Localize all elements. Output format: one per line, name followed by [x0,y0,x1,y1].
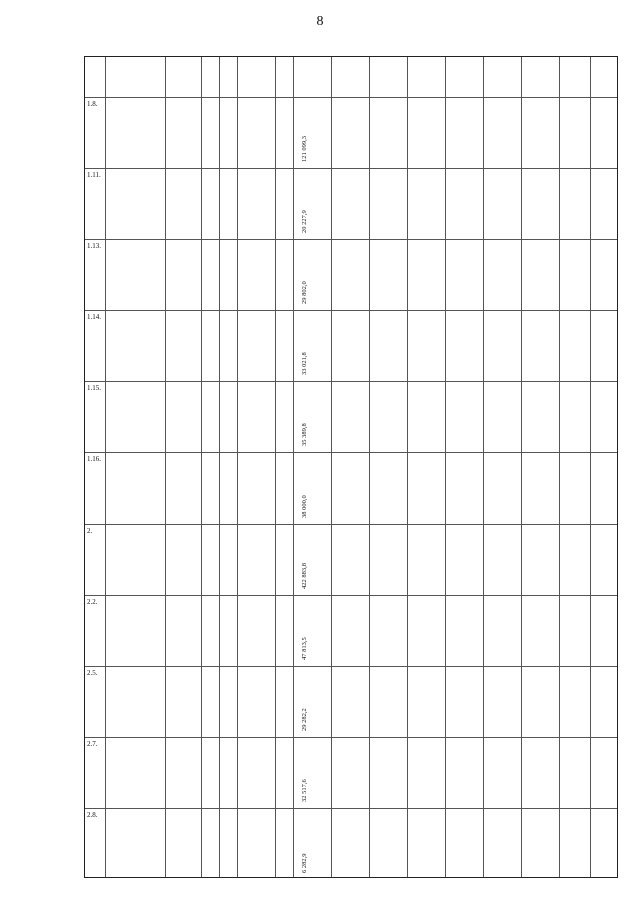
row-separator [85,168,617,169]
row-number: 1.15. [87,384,101,393]
row-number: 2. [87,526,93,535]
row-separator [85,666,617,667]
row-number: 2.7. [87,739,98,748]
page-number: 8 [316,14,324,29]
row-number: 1.8. [87,100,98,108]
row-total: 29 282,2 [301,708,308,731]
row-separator [85,808,617,809]
row-total: 422 883,8 [301,562,308,589]
row-number: 1.14. [87,313,101,322]
row-number: 2.5. [87,668,98,677]
row-number: 1.13. [87,242,101,251]
row-total: 6 282,9 [301,853,308,873]
row-separator [85,310,617,311]
row-total: 38 000,0 [301,494,308,518]
row-number: 1.11. [87,171,101,180]
row-separator [85,452,617,453]
data-table [84,56,618,878]
row-separator [85,737,617,738]
row-total: 29 802,0 [301,281,308,305]
row-total: 32 517,6 [301,779,308,802]
row-total: 35 389,8 [301,423,308,447]
row-number: 1.16. [87,455,101,464]
row-separator [85,381,617,382]
row-separator [85,239,617,240]
row-separator [85,524,617,525]
row-separator [85,97,617,98]
row-separator [85,595,617,596]
row-total: 121 099,3 [301,136,308,163]
row-total: 47 813,5 [301,636,308,660]
row-total: 20 227,9 [301,210,308,234]
row-number: 2.2. [87,597,98,606]
row-number: 2.8. [87,810,98,819]
row-total: 33 021,8 [301,352,308,376]
